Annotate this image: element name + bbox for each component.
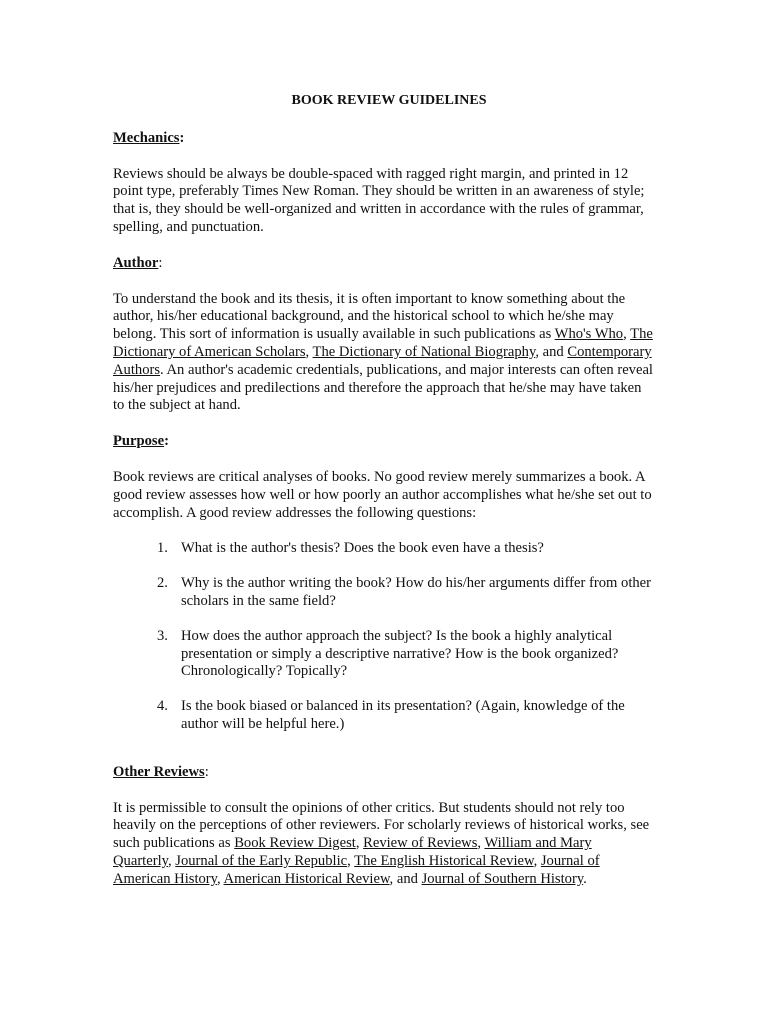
author-sep-3: , and (535, 343, 568, 360)
ref-whos-who: Who's Who (554, 326, 624, 343)
list-item-number: 4. (157, 698, 168, 715)
author-heading (113, 255, 653, 273)
list-item (113, 628, 653, 681)
ref-dictionary-national-biography: The Dictionary of National Biography (312, 343, 536, 360)
list-item-text: Why is the author writing the book? How do his/her arguments differ from other scholars in the same field? (181, 575, 652, 609)
questions-list (113, 540, 653, 733)
ref-english-historical-review: The English Historical Review (354, 852, 534, 869)
list-item-text: Is the book biased or balanced in its presentation? (Again, knowledge of the author will be helpful here.) (181, 698, 625, 732)
other-sep-4: , (347, 852, 355, 869)
other-reviews-paragraph (113, 800, 653, 889)
mechanics-heading (113, 130, 653, 148)
author-sep-1: , (623, 326, 631, 343)
ref-review-of-reviews: Review of Reviews (363, 835, 478, 852)
section-spacer (113, 752, 653, 764)
other-sep-7: , and (389, 870, 422, 887)
purpose-heading-text: Purpose (113, 433, 165, 450)
other-reviews-heading-text: Other Reviews (113, 763, 205, 780)
author-paragraph (113, 291, 653, 416)
other-sep-6: , (217, 870, 224, 887)
author-heading-colon: : (158, 254, 163, 271)
ref-journal-american-history: Journal of American History (113, 852, 600, 887)
mechanics-heading-text: Mechanics (113, 129, 180, 146)
other-reviews-heading-colon: : (204, 763, 209, 780)
purpose-paragraph: Book reviews are critical analyses of books. No good review merely summarizes a book. A good review assesses how well or how poorly an author accomplishes what he/she set out to accomplish. A good review addresses the following questions: (113, 468, 652, 521)
list-item-number: 1. (157, 540, 168, 557)
ref-dictionary-american-scholars: The Dictionary of American Scholars (113, 326, 653, 360)
list-item-text: What is the author's thesis? Does the book even have a thesis? (181, 540, 544, 557)
other-end: . (583, 870, 587, 887)
document-page (113, 92, 653, 907)
other-sep-5: , (533, 852, 541, 869)
other-reviews-text-1: It is permissible to consult the opinions of other critics. But students should not rely too heavily on the perceptions of other reviewers. For scholarly reviews of historical works, see such publications as (113, 799, 650, 852)
list-item (113, 540, 653, 558)
other-sep-1: , (355, 835, 364, 852)
list-item (113, 575, 653, 611)
author-text-1: To understand the book and its thesis, it is often important to know something about the author, his/her educational background, and the historical school to which he/she may belong. This sort of information is usually available in such publications as (113, 290, 626, 343)
other-sep-3: , (167, 852, 176, 869)
list-item (113, 698, 653, 734)
ref-contemporary-authors: Contemporary Authors (113, 343, 652, 378)
purpose-heading-colon: : (164, 433, 169, 450)
list-item-number: 3. (157, 627, 168, 644)
list-item-number: 2. (157, 575, 168, 592)
list-item-text: How does the author approach the subject? Is the book a highly analytical presentation or simply a descriptive narrative? How is the book organized? Chronologically? Topically? (181, 627, 619, 680)
ref-william-mary-quarterly: William and Mary Quarterly (113, 835, 592, 869)
author-heading-text: Author (113, 254, 159, 271)
ref-american-historical-review: American Historical Review (223, 870, 390, 887)
other-reviews-heading (113, 764, 653, 782)
document-title: BOOK REVIEW GUIDELINES (291, 93, 487, 108)
author-sep-2: , (305, 343, 313, 360)
purpose-heading (113, 433, 653, 451)
mechanics-heading-colon: : (179, 129, 185, 146)
author-text-2: . An author's academic credentials, publications, and major interests can often reveal his/her prejudices and predilections and therefore the approach that he/she may have taken to the subject at hand. (113, 361, 653, 414)
other-sep-2: , (477, 835, 485, 852)
mechanics-paragraph: Reviews should be always be double-spaced with ragged right margin, and printed in 12 point type, preferably Times New Roman. They should be written in an awareness of style; that is, they should be well-organized and written in accordance with the rules of grammar, spelling, and punctuation. (113, 165, 645, 235)
ref-book-review-digest: Book Review Digest (234, 835, 356, 852)
ref-journal-early-republic: Journal of the Early Republic (175, 852, 348, 869)
ref-journal-southern-history: Journal of Southern History (421, 870, 584, 887)
